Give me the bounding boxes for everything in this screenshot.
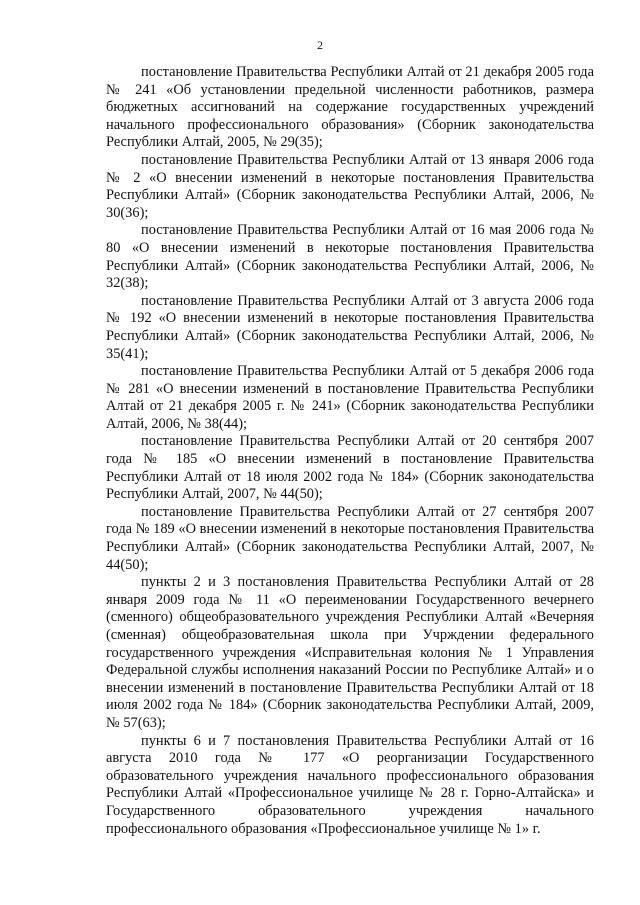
paragraph: пункты 6 и 7 постановления Правительства Республики Алтай от 16 августа 2010 года № 177 «О реорганизации Государственного образовательного учреждения начального профессионального образования Республики Алтай «Профессиональное училище № 28 г. Горно-Алтайска» и Государственного образовательного учреждения начального профессионального образования «Профессиональное училище № 1» г. bbox=[106, 732, 594, 837]
page-number: 2 bbox=[317, 38, 323, 52]
paragraph: постановление Правительства Республики Алтай от 3 августа 2006 года № 192 «О внесении изменений в некоторые постановления Правительства Республики Алтай» (Сборник законодательства Республики Алтай, 2006, № 35(41); bbox=[106, 292, 594, 362]
paragraph: постановление Правительства Республики Алтай от 13 января 2006 года № 2 «О внесении изменений в некоторые постановления Правительства Республики Алтай» (Сборник законодательства Республики Алтай, 2006, № 30(36); bbox=[106, 151, 594, 221]
paragraph: постановление Правительства Республики Алтай от 16 мая 2006 года № 80 «О внесении изменений в некоторые постановления Правительства Республики Алтай» (Сборник законодательства Республики Алтай, 2006, № 32(38); bbox=[106, 222, 594, 292]
paragraph: постановление Правительства Республики Алтай от 5 декабря 2006 года № 281 «О внесении изменений в постановление Правительства Республики Алтай от 21 декабря 2005 г. № 241» (Сборник законодательства Республики Алтай, 2006, № 38(44); bbox=[106, 363, 594, 432]
document-body bbox=[106, 64, 594, 838]
paragraph: постановление Правительства Республики Алтай от 27 сентября 2007 года № 189 «О внесении изменений в некоторые постановления Правительства Республики Алтай» (Сборник законодательства Республики Алтай, 2007, № 44(50); bbox=[106, 503, 594, 573]
paragraph: пункты 2 и 3 постановления Правительства Республики Алтай от 28 января 2009 года № 11 «О переименовании Государственного вечернего (сменного) общеобразовательного учреждения Республики Алтай «Вечерняя (сменная) общеобразовательная школа при Учрждении федерального государственного учреждения «Исправительная колония № 1 Управления Федеральной службы исполнения наказаний России по Республике Алтай» и о внесении изменений в постановление Правительства Республики Алтай от 18 июля 2002 года № 184» (Сборник законодательства Республики Алтай, 2009, № 57(63); bbox=[106, 574, 594, 731]
paragraph: постановление Правительства Республики Алтай от 20 сентября 2007 года № 185 «О внесении изменений в постановление Правительства Республики Алтай от 18 июля 2002 года № 184» (Сборник законодательства Республики Алтай, 2007, № 44(50); bbox=[106, 433, 594, 503]
paragraph: постановление Правительства Республики Алтай от 21 декабря 2005 года № 241 «Об установлении предельной численности работников, размера бюджетных ассигнований на содержание государственных учреждений начального профессионального образования» (Сборник законодательства Республики Алтай, 2005, № 29(35); bbox=[106, 64, 594, 151]
